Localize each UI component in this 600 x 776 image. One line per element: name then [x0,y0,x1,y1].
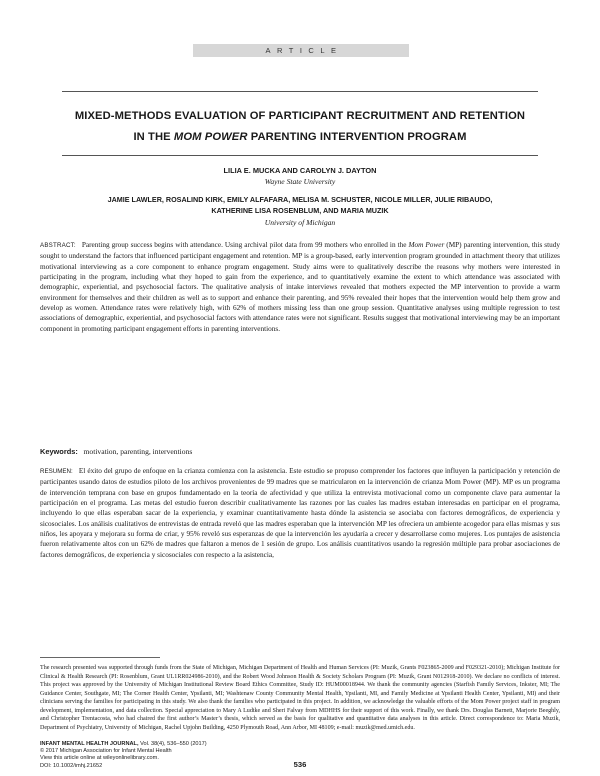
page-number: 536 [293,760,307,769]
journal-copyright: © 2017 Michigan Association for Infant Mental Health [40,748,172,755]
keywords-list: motivation, parenting, interventions [83,447,193,456]
title-top-rule [62,91,538,92]
journal-citation: INFANT MENTAL HEALTH JOURNAL, Vol. 38(4), 536–550 (2017) [40,741,207,747]
keywords [40,447,560,456]
author-group-1: LILIA E. MUCKA AND CAROLYN J. DAYTON [223,166,377,175]
journal-online: View this article online at wileyonlinelibrary.com. [40,755,159,762]
funding-footnote: The research presented was supported through funds from the State of Michigan, Michigan Department of Health and Human Services (PI: Muzik, Grants F023865-2009 and F029321-2010); Michigan Institute for Clinical & Health Research (PI: Rosenblum, Grant UL1RR024986-2010), and the Robert Wood Johnson Health & Society Scholars Program (PI: Muzik, Grant N012918-2010). We declare no conflicts of interest. This project was approved by the University of Michigan Institutional Review Board Ethics Committee, Study ID: HUM00018944. We thank the community agencies (Starfish Family Services, Inkster, MI; The Guidance Center, Southgate, MI; The Corner Health Center, Ypsilanti, MI; Washtenaw County Community Mental Health, Ypsilanti, MI, and Family Medicine at Ypsilanti Health Center, Ypsilanti, MI) and their clinicians serving the families for participating in this study. We also thank the families who participated in this project. In addition, we acknowledge the valuable efforts of the Mom Power project staff in program development, implementation, and data collection. Special appreciation to Mary A Ludtke and Sheri Falvay from MDHHS for their support of this work. Finally, we thank Drs. Douglas Barnett, Marjorie Beeghly, and Christopher Trentacosta, who had chaired the first author’s Master’s thesis, which served as the basis for qualitative and quantitative data analyses in this article. Direct correspondence to: Maria Muzik, Department of Psychiatry, University of Michigan, Rachel Upjohn Building, 4250 Plymouth Road, Ann Arbor, MI 48109; e-mail: muzik@med.umich.edu. [40,665,560,731]
program-name: MOM POWER [173,131,248,143]
author-group-2-line-2: KATHERINE LISA ROSENBLUM, AND MARIA MUZIK [211,206,389,215]
resumen-label: RESUMEN: [40,468,73,475]
abstract: ABSTRACT: Parenting group success begins with attendance. Using archival pilot data from 99 mothers who enrolled in the Mom Power (MP) parenting intervention, this study sought to understand the factors that influenced participant engagement and retention. MP is a group-based, early intervention program grounded in attachment theory that utilizes motivational interviewing as a core component to enhance program engagement. Study aims were to qualitatively describe the reasons why mothers were interested in participating in the program, including what they hoped to gain from the experience, and to quantitatively examine the extent to which attendance was associated with demographic, experiential, and psychosocial factors. The qualitative analysis of intake interviews revealed that mothers expected the MP intervention to provide a warm environment for themselves and their children as well as to support and enhance their parenting, and 95% revealed their hopes that the intervention would help them grow and develop as women. Attendance rates were relatively high, with 62% of mothers missing less than one group session. Quantitative analyses using multiple regression to test associations of demographic, experiential, and psychosocial factors with attendance rates were not significant. Results suggest that motivational interviewing may be an important component in promoting participant engagement efforts in parenting interventions. [40,241,561,333]
affiliation-1: Wayne State University [264,177,336,186]
article-section-label: ARTICLE [265,46,343,55]
title-line-2: IN THE MOM POWER PARENTING INTERVENTION PROGRAM [133,131,467,143]
journal-doi: DOI: 10.1002/imhj.21652 [40,762,103,769]
keywords-label: Keywords: [40,447,78,456]
resumen-abstract: RESUMEN: El éxito del grupo de enfoque en la crianza comienza con la asistencia. Este estudio se propuso comprender los factores que influyen la participación y retención de participantes usando datos de estudios piloto de los archivos provenientes de 99 madres que se matricularon en la intervención de crianza Mom Power (MP). MP es un programa de intervención temprana con base en grupos fundamentado en la teoría de afectividad y que utiliza la entrevista motivacional como un componente clave para aumentar la participación en el programa. Las metas del estudio fueron describir cualitativamente las razones por las cuales las madres estaban interesadas en participar en el programa, incluyendo lo que ellas esperaban sacar de la experiencia, y examinar cuantitativamente hasta dónde la asistencia se asociaba con factores demográficos, de experiencia y sicosociales. Los análisis cualitativos de entrevistas de entrada reveló que las madres esperaban que la intervención MP les ofreciera un ambiente acogedor para ellas mismas y sus niños, les apoyara y mejorara su forma de criar, y 95% reveló sus esperanzas de que la intervención les ayudaría a crecer y desarrollarse como mujeres. Los puntajes de asistencia fueron relativamente altos con un 62% de madres que faltaron a menos de 1 sesión de grupo. Los análisis cuantitativos usando la regresión múltiple para probar asociaciones de factores demográficos, de experiencia y sicosociales con respecto a la asistencia, [40,467,560,559]
title-bottom-rule [62,155,538,156]
title-line-1: MIXED-METHODS EVALUATION OF PARTICIPANT RECRUITMENT AND RETENTION [74,110,526,122]
article-title [40,106,560,148]
journal-name: INFANT MENTAL HEALTH JOURNAL, [40,741,139,747]
footnote-rule [40,657,160,658]
author-group-2 [40,194,560,216]
author-group-2-line-1: JAMIE LAWLER, ROSALIND KIRK, EMILY ALFAFARA, MELISA M. SCHUSTER, NICOLE MILLER, JULIE RIBAUDO, [107,195,493,204]
abstract-label: ABSTRACT: [40,242,76,249]
journal-info [40,741,207,770]
affiliation-2: University of Michigan [264,218,336,227]
article-section-banner [193,44,409,57]
